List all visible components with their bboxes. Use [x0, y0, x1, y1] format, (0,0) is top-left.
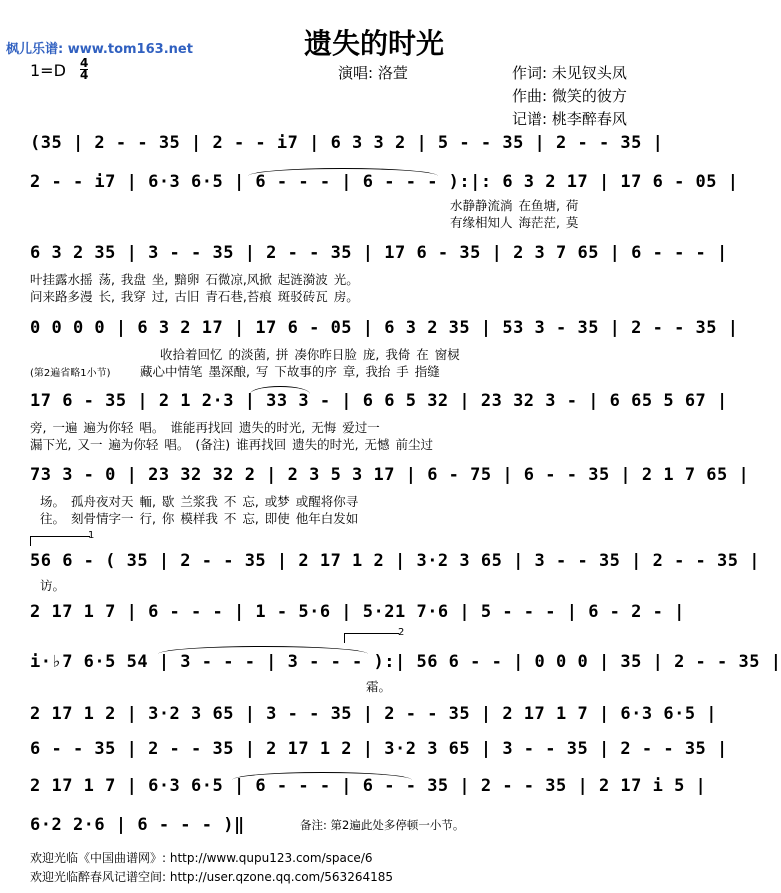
volta-number-2: 2 [398, 627, 405, 638]
volta-bracket-1 [30, 536, 90, 537]
volta-bracket-2 [344, 633, 399, 634]
score-row: 56 6 - ( 35 | 2 - - 35 | 2 17 1 2 | 3·2 3 65 | 3 - - 35 | 2 - - 35 | [30, 551, 760, 571]
singer-credit: 演唱: 洛萱 [338, 64, 408, 82]
score-row: 2 17 1 7 | 6 - - - | 1 - 5·6 | 5·21 7·6 | 5 - - - | 6 - 2 - | [30, 602, 685, 622]
tie-arc [158, 646, 368, 654]
time-signature [80, 58, 88, 81]
score-row: 0 0 0 0 | 6 3 2 17 | 17 6 - 05 | 6 3 2 35 | 53 3 - 35 | 2 - - 35 | [30, 318, 739, 338]
time-signature-top: 4 [80, 56, 89, 70]
score-row: i·♭7 6·5 54 | 3 - - - | 3 - - - ):| 56 6 - - | 0 0 0 | 35 | 2 - - 35 | [30, 652, 781, 672]
lyric-line: 漏下光, 又一 遍为你轻 唱。 (备注) 谁再找回 遗失的时光, 无憾 前尘过 [30, 437, 433, 452]
footer-link-2[interactable]: 欢迎光临醉春风记谱空间: http://user.qzone.qq.com/563264185 [30, 870, 394, 884]
lyric-line: 往。 刻骨情字一 行, 你 模样我 不 忘, 即使 他年白发如 [40, 511, 359, 526]
transcriber-credit: 记谱: 桃李醉春风 [512, 110, 627, 128]
score-row: 6 3 2 35 | 3 - - 35 | 2 - - 35 | 17 6 - 35 | 2 3 7 65 | 6 - - - | [30, 243, 728, 263]
score-row: 17 6 - 35 | 2 1 2·3 | 33 3 - | 6 6 5 32 | 23 32 3 - | 6 65 5 67 | [30, 391, 728, 411]
score-row: 6 - - 35 | 2 - - 35 | 2 17 1 2 | 3·2 3 65 | 3 - - 35 | 2 - - 35 | [30, 739, 728, 759]
key-signature: 1=D [30, 61, 66, 80]
score-row: 2 17 1 7 | 6·3 6·5 | 6 - - - | 6 - - 35 | 2 - - 35 | 2 17 i 5 | [30, 776, 707, 796]
lyricist-credit: 作词: 未见钗头凤 [512, 64, 627, 82]
score-row: (35 | 2 - - 35 | 2 - - i7 | 6 3 3 2 | 5 - - 35 | 2 - - 35 | [30, 133, 664, 153]
score-row: 73 3 - 0 | 23 32 32 2 | 2 3 5 3 17 | 6 - 75 | 6 - - 35 | 2 1 7 65 | [30, 465, 750, 485]
lyric-line: 收拾着回忆 的淡菌, 拼 凑你昨日脸 庞, 我倚 在 窗棂 [160, 347, 460, 362]
score-row: 2 - - i7 | 6·3 6·5 | 6 - - - | 6 - - - ):|: 6 3 2 17 | 17 6 - 05 | [30, 172, 739, 192]
volta-bracket-1-edge [30, 536, 31, 546]
lyric-line: 有缘相知人 海茫茫, 莫 [450, 215, 579, 230]
composer-credit: 作曲: 微笑的彼方 [512, 87, 627, 105]
lyric-line: 旁, 一遍 遍为你轻 唱。 谁能再找回 遗失的时光, 无悔 爱过一 [30, 420, 380, 435]
lyric-line: 藏心中情笔 墨深酿, 写 下故事的序 章, 我抬 手 指缝 [140, 364, 440, 379]
volta-bracket-2-edge [344, 633, 345, 643]
score-row: 2 17 1 2 | 3·2 3 65 | 3 - - 35 | 2 - - 35 | 2 17 1 7 | 6·3 6·5 | [30, 704, 718, 724]
time-signature-bottom: 4 [80, 68, 89, 82]
volta-number-1: 1 [88, 530, 95, 541]
lyric-line: 霜。 [366, 679, 392, 694]
footer-link-1[interactable]: 欢迎光临《中国曲谱网》: http://www.qupu123.com/space/6 [30, 851, 373, 865]
tie-arc [248, 168, 438, 176]
lyric-line: 叶挂露水摇 荡, 我盘 坐, 黯卵 石微凉,风掀 起涟漪波 光。 [30, 272, 359, 287]
lyric-line: 场。 孤舟夜对天 輀, 歇 兰浆我 不 忘, 或梦 或醒将你寻 [40, 494, 359, 509]
repeat-note: (第2遍省略1小节) [30, 368, 111, 379]
tie-arc [250, 386, 310, 394]
song-title: 遗失的时光 [304, 27, 445, 60]
lyric-line: 水静静流淌 在鱼塘, 荷 [450, 198, 579, 213]
lyric-line: 访。 [40, 578, 66, 593]
bottom-remark: 备注: 第2遍此处多停顿一小节。 [300, 818, 465, 832]
site-link[interactable]: 枫儿乐谱: www.tom163.net [6, 42, 193, 57]
score-row: 6·2 2·6 | 6 - - - )‖ [30, 815, 245, 835]
lyric-line: 问来路多漫 长, 我穿 过, 古旧 青石巷,苔痕 斑驳砖瓦 房。 [30, 289, 359, 304]
